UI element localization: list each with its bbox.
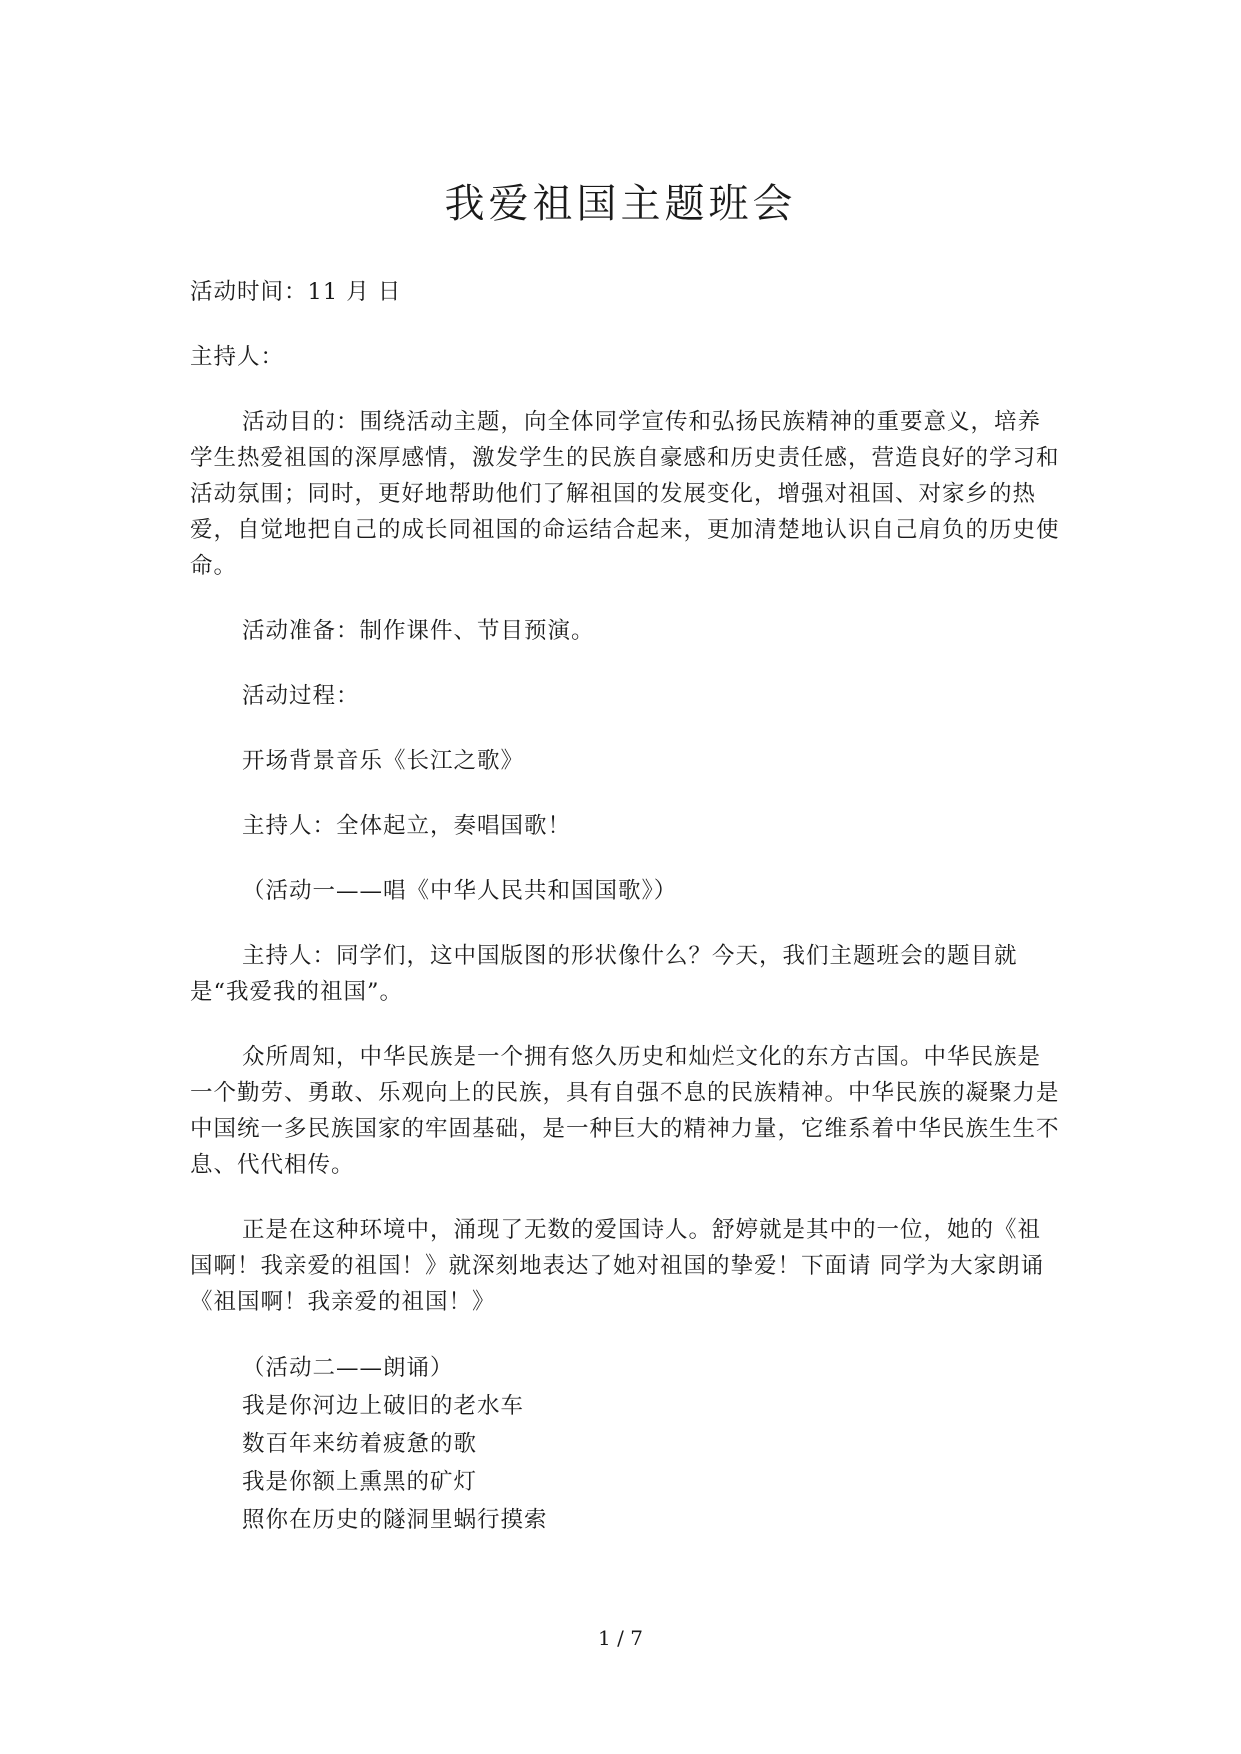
poem-line: 数百年来纺着疲惫的歌 [242,1431,478,1457]
activity-preparation: 活动准备：制作课件、节目预演。 [242,618,595,644]
document-title: 我爱祖国主题班会 [444,181,797,227]
activity-time: 活动时间：11 月 日 [190,279,402,305]
opening-music: 开场背景音乐《长江之歌》 [242,748,525,774]
document-body [190,274,1060,1539]
host-label: 主持人： [190,344,285,370]
activity-process: 活动过程： [242,683,360,709]
poem-line: 我是你河边上破旧的老水车 [242,1393,525,1419]
poet-paragraph: 正是在这种环境中，涌现了无数的爱国诗人。舒婷就是其中的一位，她的《祖国啊！我亲爱的祖国！》就深刻地表达了她对祖国的挚爱！下面请 同学为大家朗诵《祖国啊！我亲爱的祖国！》 [190,1217,1045,1315]
page-number: 1 / 7 [598,1626,643,1650]
nation-paragraph: 众所周知，中华民族是一个拥有悠久历史和灿烂文化的东方古国。中华民族是一个勤劳、勇敢、乐观向上的民族，具有自强不息的民族精神。中华民族的凝聚力是中国统一多民族国家的牢固基础，是一种巨大的精神力量，它维系着中华民族生生不息、代代相传。 [190,1044,1060,1178]
activity-two: （活动二——朗诵） [242,1355,454,1381]
poem-line: 照你在历史的隧洞里蜗行摸索 [242,1507,548,1533]
activity-one: （活动一——唱《中华人民共和国国歌》） [242,878,678,904]
poem-line: 我是你额上熏黑的矿灯 [242,1469,478,1495]
activity-purpose: 活动目的：围绕活动主题，向全体同学宣传和弘扬民族精神的重要意义，培养学生热爱祖国的深厚感情，激发学生的民族自豪感和历史责任感，营造良好的学习和活动氛围；同时，更好地帮助他们了解祖国的发展变化，增强对祖国、对家乡的热爱，自觉地把自己的成长同祖国的命运结合起来，更加清楚地认识自己肩负的历史使命。 [190,409,1060,579]
poem-block [190,1349,1060,1539]
host-anthem: 主持人：全体起立，奏唱国歌！ [242,813,572,839]
host-map: 主持人：同学们，这中国版图的形状像什么？今天，我们主题班会的题目就是“我爱我的祖国”。 [190,943,1018,1005]
